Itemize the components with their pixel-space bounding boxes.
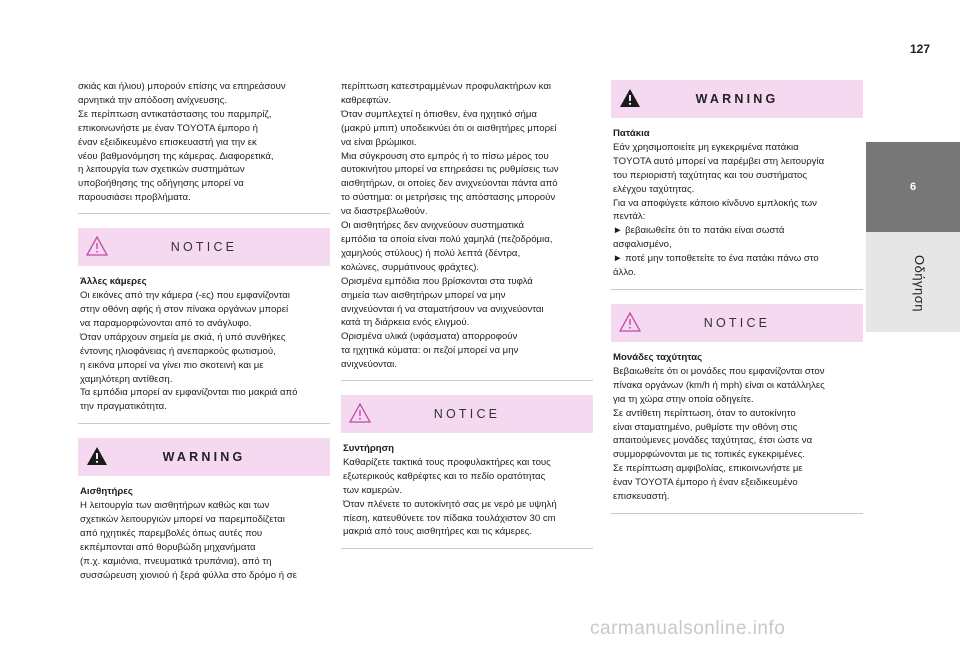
page-number: 127: [909, 42, 930, 56]
notice-body: Καθαρίζετε τακτικά τους προφυλακτήρες και τους εξωτερικούς καθρέφτες και το πεδίο ορατότητας των καμερών. Όταν πλένετε το αυτοκίνητό σας με νερό με υψηλή πίεση, κατευθύνετε τον πίδακα τουλάχιστον 30 cm μακριά από τους αισθητήρες και τις κάμερες.: [343, 456, 557, 538]
column-2: [341, 80, 593, 549]
chapter-tab-label[interactable]: [890, 240, 950, 326]
column1-notice-panel: [78, 228, 330, 424]
column-3: [611, 80, 863, 514]
column1-warning-panel: [78, 438, 330, 591]
notice-subheading: Άλλες κάμερες: [80, 276, 147, 288]
notice-body: Οι εικόνες από την κάμερα (-ες) που εμφανίζονται στην οθόνη αφής ή στον πίνακα οργάνων μπορεί να παραμορφώνονται από το ανάγλυφο. Όταν υπάρχουν σημεία με σκιά, ή υπό συνθήκες έντονης ηλιοφάνειας ή ανεπαρκούς φωτισμού, η εικόνα μπορεί να γίνει πιο σκοτεινή και με χαμηλότερη αντίθεση. Τα εμπόδια μπορεί αν εμφανίζονται πιο μακριά από την πραγματικότητα.: [80, 290, 298, 413]
column-1: [78, 80, 330, 592]
column1-intro-text: σκιάς και ήλιου) μπορούν επίσης να επηρεάσουν αρνητικά την απόδοση ανίχνευσης. Σε περίπτωση αντικατάστασης του παρμπρίζ, επικοινωνήστε με έναν TOYOTA έμπορο ή έναν εξειδικευμένο επισκευαστή για την εκ νέου βαθμονόμηση της κάμερας. Διαφορετικά, η λειτουργία των σχετικών συστημάτων υποβοήθησης της οδήγησης μπορεί να παρουσιάσει προβλήματα.: [78, 80, 330, 214]
warning-title: WARNING: [695, 92, 779, 106]
column3-notice-header: [611, 304, 863, 342]
warning-title: WARNING: [162, 450, 246, 465]
warning-triangle-icon: [619, 88, 641, 108]
warning-subheading: Πατάκια: [613, 128, 650, 139]
notice-title: NOTICE: [703, 315, 771, 330]
chapter-tab-number[interactable]: [866, 142, 960, 232]
watermark: carmanualsonline.info: [590, 618, 786, 639]
column3-warning-header: [611, 80, 863, 118]
notice-title: NOTICE: [433, 407, 501, 422]
column2-notice-panel: [341, 395, 593, 549]
column1-warning-header: [78, 438, 330, 476]
notice-subheading: Συντήρηση: [343, 443, 395, 455]
caution-triangle-icon: [619, 312, 641, 332]
column2-intro-text: περίπτωση κατεστραμμένων προφυλακτήρων και καθρεφτών. Όταν συμπλεχτεί η όπισθεν, ένα ηχητικό σήμα (μακρύ μπιπ) υποδεικνύει ότι οι αισθητήρες μπορεί να είναι βρώμικοι. Μια σύγκρουση στο εμπρός ή το πίσω μέρος του αυτοκινήτου μπορεί να επηρεάσει τις ρυθμίσεις των αισθητήρων, οι οποίες δεν ανιχνεύονται πάντα από το σύστημα: οι μετρήσεις της απόστασης μπορούν να διαστρεβλωθούν. Οι αισθητήρες δεν ανιχνεύουν συστηματικά εμπόδια τα οποία είναι πολύ χαμηλά (πεζοδρόμια, χαμηλούς στύλους) ή πολύ λεπτά (δέντρα, κολώνες, συρμάτινους φράχτες). Ορισμένα εμπόδια που βρίσκονται στα τυφλά σημεία των αισθητήρων μπορεί να μην ανιχνεύονται ή να σταματήσουν να ανιχνεύονται κατά τη διάρκεια ενός ελιγμού. Ορισμένα υλικά (υφάσματα) απορροφούν τα ηχητικά κύματα: οι πεζοί μπορεί να μην ανιχνεύονται.: [341, 80, 593, 381]
warning-triangle-icon: [86, 446, 108, 466]
chapter-number: 6: [909, 181, 917, 193]
notice-body: Βεβαιωθείτε ότι οι μονάδες που εμφανίζονται στον πίνακα οργάνων (km/h ή mph) είναι οι κατάλληλες για τη χώρα στην οποία οδηγείτε. Σε αντίθετη περίπτωση, όταν το αυτοκίνητο είναι σταματημένο, ρυθμίστε την οθόνη στις απαιτούμενες μονάδες ταχύτητας, έτσι ώστε να συμμορφώνονται με τις τοπικές εγκεκριμένες. Σε περίπτωση αμφιβολίας, επικοινωνήστε με έναν TOYOTA έμπορο ή έναν εξειδικευμένο επισκευαστή.: [613, 365, 825, 503]
warning-subheading: Αισθητήρες: [80, 486, 133, 498]
caution-triangle-icon: [86, 236, 108, 256]
chapter-label: Οδήγηση: [912, 254, 928, 312]
column1-notice-header: [78, 228, 330, 266]
notice-title: NOTICE: [170, 240, 238, 255]
column3-notice-panel: [611, 304, 863, 514]
column3-warning-panel: [611, 80, 863, 290]
warning-body: Εάν χρησιμοποιείτε μη εγκεκριμένα πατάκια TOYOTA αυτό μπορεί να παρέμβει στη λειτουργία του περιοριστή ταχύτητας και του συστήματος ελέγχου ταχύτητας. Για να αποφύγετε κάποιο κίνδυνο εμπλοκής των πεντάλ: ► βεβαιωθείτε ότι το πατάκι είναι σωστά ασφαλισμένο, ► ποτέ μην τοποθετείτε το ένα πατάκι πάνω στο άλλο.: [613, 141, 825, 279]
notice-subheading: Μονάδες ταχύτητας: [613, 351, 703, 363]
warning-body: Η λειτουργία των αισθητήρων καθώς και των σχετικών λειτουργιών μπορεί να παρεμποδίζεται από ηχητικές παρεμβολές όπως αυτές που εκπέμπονται από θορυβώδη μηχανήματα (π.χ. καμιόνια, πνευματικά τρυπάνια), από τη συσσώρευση χιονιού ή ξερά φύλλα στο δρόμο ή σε: [80, 500, 297, 581]
column2-notice-header: [341, 395, 593, 433]
caution-triangle-icon: [349, 403, 371, 423]
